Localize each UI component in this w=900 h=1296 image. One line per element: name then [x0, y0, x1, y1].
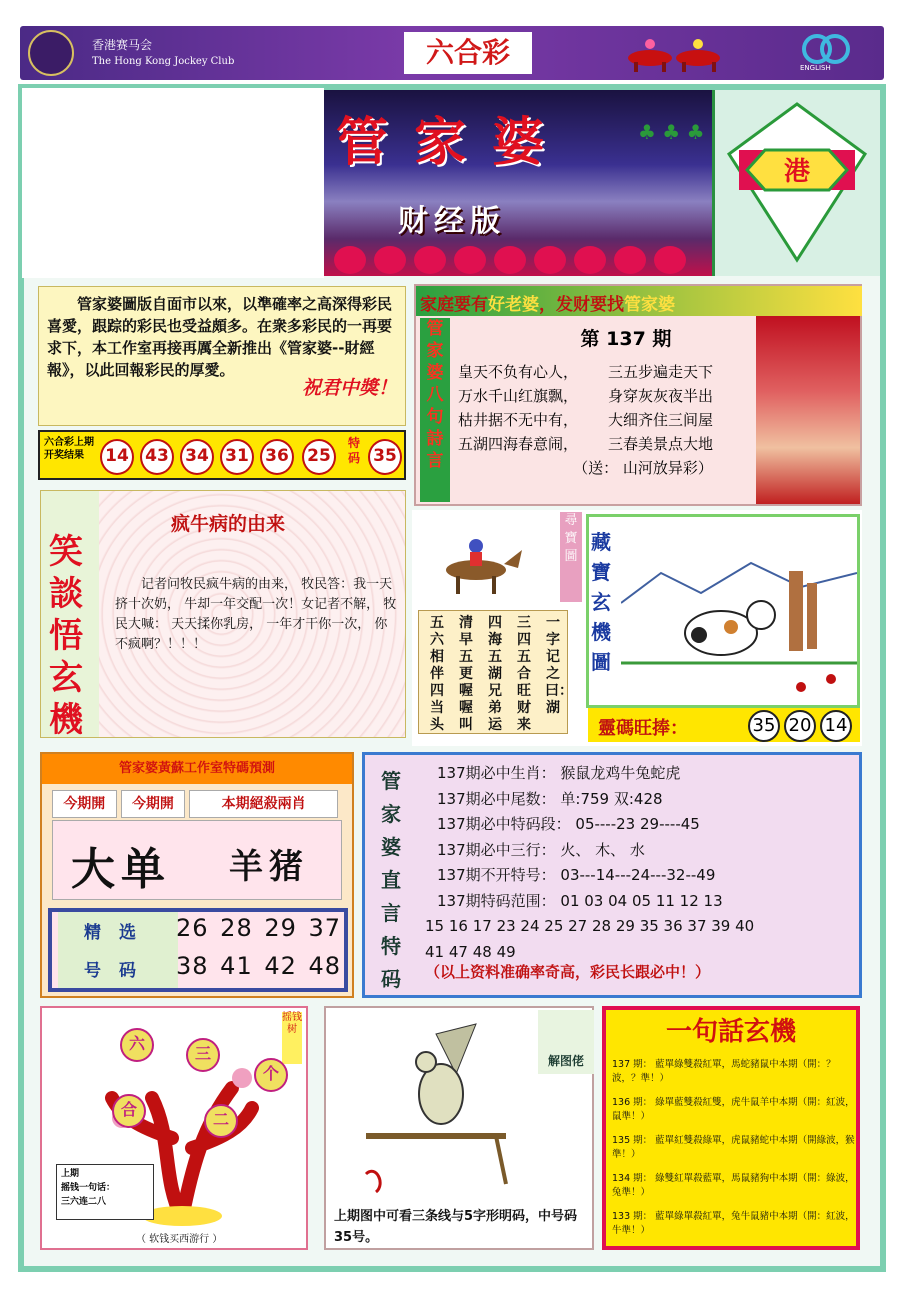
result-ball: 31 [220, 439, 254, 475]
english-link[interactable] [796, 30, 856, 76]
result-ball: 34 [180, 439, 214, 475]
club-name-cn: 香港赛马会 [92, 38, 153, 52]
phrase-row: 135 期： 藍單紅雙殺綠單，虎鼠豬蛇中本期（開綠波，猴準！） [612, 1135, 855, 1160]
last-tree-answer: 三六连二八 [61, 1197, 107, 1207]
tree-ball: 个 [254, 1058, 288, 1092]
poem-line-b: 大细齐住三间屋 [608, 411, 714, 429]
one-phrase-header: 一句話玄機 [665, 1017, 796, 1047]
lucky-ball: 20 [784, 710, 816, 742]
last-tree-title: 上期 [61, 1169, 80, 1179]
riddle-tag [538, 1010, 594, 1074]
treasure-title: 藏寶玄機圖 [591, 530, 611, 674]
direct-row: 137期必中生肖： 猴鼠龙鸡牛兔蛇虎 [437, 764, 681, 782]
banner-title: 管家婆 [336, 112, 571, 173]
money-tree-panel [40, 1006, 308, 1250]
poem-header-c: ，发财要找 [539, 295, 624, 315]
special-ball: 35 [368, 439, 402, 475]
joke-body: 记者问牧民疯牛病的由来， 牧民答：我一天挤十次奶， 牛却一年交配一次！女记者不解， 牧民大喊： 天天揉你乳房， 一年才干你一次， 你不疯啊？！！！ [115, 577, 397, 652]
result-ball: 43 [140, 439, 174, 475]
clover-icon: ♣ ♣ ♣ [638, 120, 705, 144]
result-ball: 25 [302, 439, 336, 475]
issue-number: 第 137 期 [580, 328, 672, 350]
tree-caption: （ 软钱买西游行 ） [136, 1234, 223, 1245]
jockey-club-logo-icon[interactable] [28, 30, 74, 76]
banner-subtitle: 财经版 [398, 204, 506, 239]
site-header [20, 26, 884, 80]
special-label: 特码 [347, 436, 360, 465]
poem-side-label: 管家婆八句詩言 [420, 318, 450, 502]
forecast-big-a: 大单 [71, 844, 171, 895]
kite-icon [715, 90, 879, 272]
direct-words-panel [362, 752, 862, 998]
phrase-row: 134 期： 綠雙紅單殺藍單，馬鼠豬狗中本期（開：綠波，兔準！） [612, 1173, 855, 1198]
phrase-row: 133 期： 藍單綠單殺紅單，兔牛鼠豬中本期（開：紅波，牛準！） [612, 1211, 855, 1236]
horses-icon [620, 32, 750, 74]
phrase-row: 136 期： 綠單藍雙殺紅雙，虎牛鼠羊中本期（開：紅波，鼠準！） [612, 1097, 855, 1122]
intro-text: 管家婆圖版自面市以來，以準確率之高深得彩民喜愛，跟踪的彩民也受益頗多。在衆多彩民的一再要求下，本工作室再接再厲全新推出《管家婆--財經報》，以此回報彩民的厚愛。 [47, 295, 393, 379]
joke-side-label: 笑談悟玄機 [49, 532, 83, 740]
poem-header-a: 家庭要有 [420, 295, 488, 315]
poem-line-b: 三五步遍走天下 [608, 363, 714, 381]
horse-rider-icon [426, 528, 526, 598]
treasure-tag: 尋寶圖 [560, 512, 582, 602]
poem-lines [458, 360, 768, 480]
scroll-column: 一字记之曰：湖 [545, 615, 573, 716]
forecast-big-b: 羊猪 [229, 847, 309, 887]
poem-header [416, 286, 862, 316]
direct-rows [425, 761, 857, 965]
direct-note: （以上资料准确率奇高，彩民长跟必中！） [425, 963, 711, 981]
direct-vertical-label: 管家婆直言特码 [381, 769, 401, 991]
poem-header-b: 好老婆 [488, 295, 539, 315]
poem-line-a: 五湖四海春意闹， [458, 435, 579, 453]
poem-line-a: 皇天不负有心人， [458, 363, 579, 381]
eagle-illustration-icon [346, 1014, 536, 1200]
lucky-ball: 14 [820, 710, 852, 742]
direct-row: 15 16 17 23 24 25 27 28 29 35 36 37 39 40 [425, 917, 755, 935]
numbers-row: 26 28 29 37 [176, 914, 342, 942]
forecast-panel [40, 752, 354, 998]
tree-ball: 三 [186, 1038, 220, 1072]
bride-image [756, 316, 860, 504]
scroll-column: 五六相伴四当头 [430, 615, 444, 733]
treasure-picture [586, 514, 860, 708]
tree-ball: 六 [120, 1028, 154, 1062]
poem-line-b: 三春美景点大地 [608, 435, 714, 453]
tree-ball: 二 [204, 1104, 238, 1138]
joke-title: 疯牛病的由来 [171, 513, 286, 535]
result-ball: 14 [100, 439, 134, 475]
tree-tag: 摇钱树 [282, 1012, 302, 1064]
scroll-column: 三四五合旺财来 [517, 615, 531, 733]
treasure-panel [412, 510, 862, 746]
direct-row: 41 47 48 49 [425, 942, 516, 961]
forecast-tabs [52, 790, 342, 818]
cat-illustration-icon [621, 523, 857, 705]
english-link-label[interactable]: ENGLISH [800, 64, 831, 72]
intro-panel [38, 286, 406, 426]
forecast-header: 管家婆黃蘇工作室特碼預測 [42, 754, 352, 784]
lanterns-icon [330, 240, 710, 274]
poem-line-a: 万水千山红旗飘， [458, 387, 579, 405]
poem-line-a: 枯井据不无中有， [458, 411, 579, 429]
direct-row: 137期必中三行： 火、 木、 水 [437, 840, 645, 859]
lucky-label: 靈碼旺捧： [598, 718, 688, 739]
numbers-row: 38 41 42 48 [176, 952, 342, 980]
forecast-main [52, 820, 342, 900]
last-result-label: 六合彩上期开奖结果 [44, 437, 94, 461]
poem-line [458, 432, 768, 456]
last-tree-box [56, 1164, 154, 1220]
poem-line [458, 360, 768, 384]
riddle-panel [324, 1006, 594, 1250]
last-tree-line: 摇钱一句话： [61, 1183, 116, 1193]
poem-panel [414, 284, 862, 506]
selected-numbers [48, 908, 348, 992]
tab-this-issue-2: 今期開 [121, 790, 186, 818]
blank-panel [22, 88, 324, 278]
joke-panel [40, 490, 406, 738]
scroll-column: 清早五更喔喔叫 [459, 615, 473, 733]
club-name-en: The Hong Kong Jockey Club [92, 56, 235, 67]
direct-row: 137期必中特码段： 05----23 29----45 [437, 815, 700, 833]
direct-row: 137期特码范围： 01 03 04 05 11 12 13 [437, 891, 723, 910]
poem-line-b: 身穿灰灰夜半出 [608, 387, 714, 405]
select-label-2: 号码 [84, 961, 154, 981]
riddle-tag-label: 解图佬 [547, 1054, 584, 1068]
tree-ball: 合 [112, 1094, 146, 1128]
poem-line [458, 384, 768, 408]
lottery-title[interactable]: 六合彩 [404, 32, 532, 74]
kite-char: 港 [783, 157, 811, 187]
phrase-row: 137 期： 藍單綠雙殺紅單，馬蛇豬鼠中本期（開：？波，？準！） [612, 1059, 836, 1084]
last-result [38, 430, 406, 480]
riddle-scroll [418, 610, 573, 734]
kite-panel [712, 90, 880, 276]
direct-row: 137期必中尾数： 单:759 双:428 [437, 789, 663, 808]
poem-gift: （送： 山河放异彩） [573, 459, 713, 477]
direct-row: 137期不开特号： 03---14---24---32--49 [437, 866, 716, 884]
riddle-text: 上期图中可看三条线与5字形明码，中号码35号。 [334, 1209, 578, 1245]
joke-side [41, 491, 99, 740]
blessing: 祝君中獎！ [301, 377, 397, 399]
select-label-1: 精选 [84, 923, 154, 943]
tab-kill-two: 本期絕殺兩肖 [189, 790, 338, 818]
one-phrase-panel [602, 1006, 860, 1250]
tab-this-issue-1: 今期開 [52, 790, 117, 818]
scroll-column: 四海五湖兄弟运 [488, 615, 502, 733]
poem-header-d: 管家婆 [624, 295, 675, 315]
lucky-numbers [588, 708, 860, 742]
lucky-ball: 35 [748, 710, 780, 742]
result-ball: 36 [260, 439, 294, 475]
poem-line [458, 408, 768, 432]
